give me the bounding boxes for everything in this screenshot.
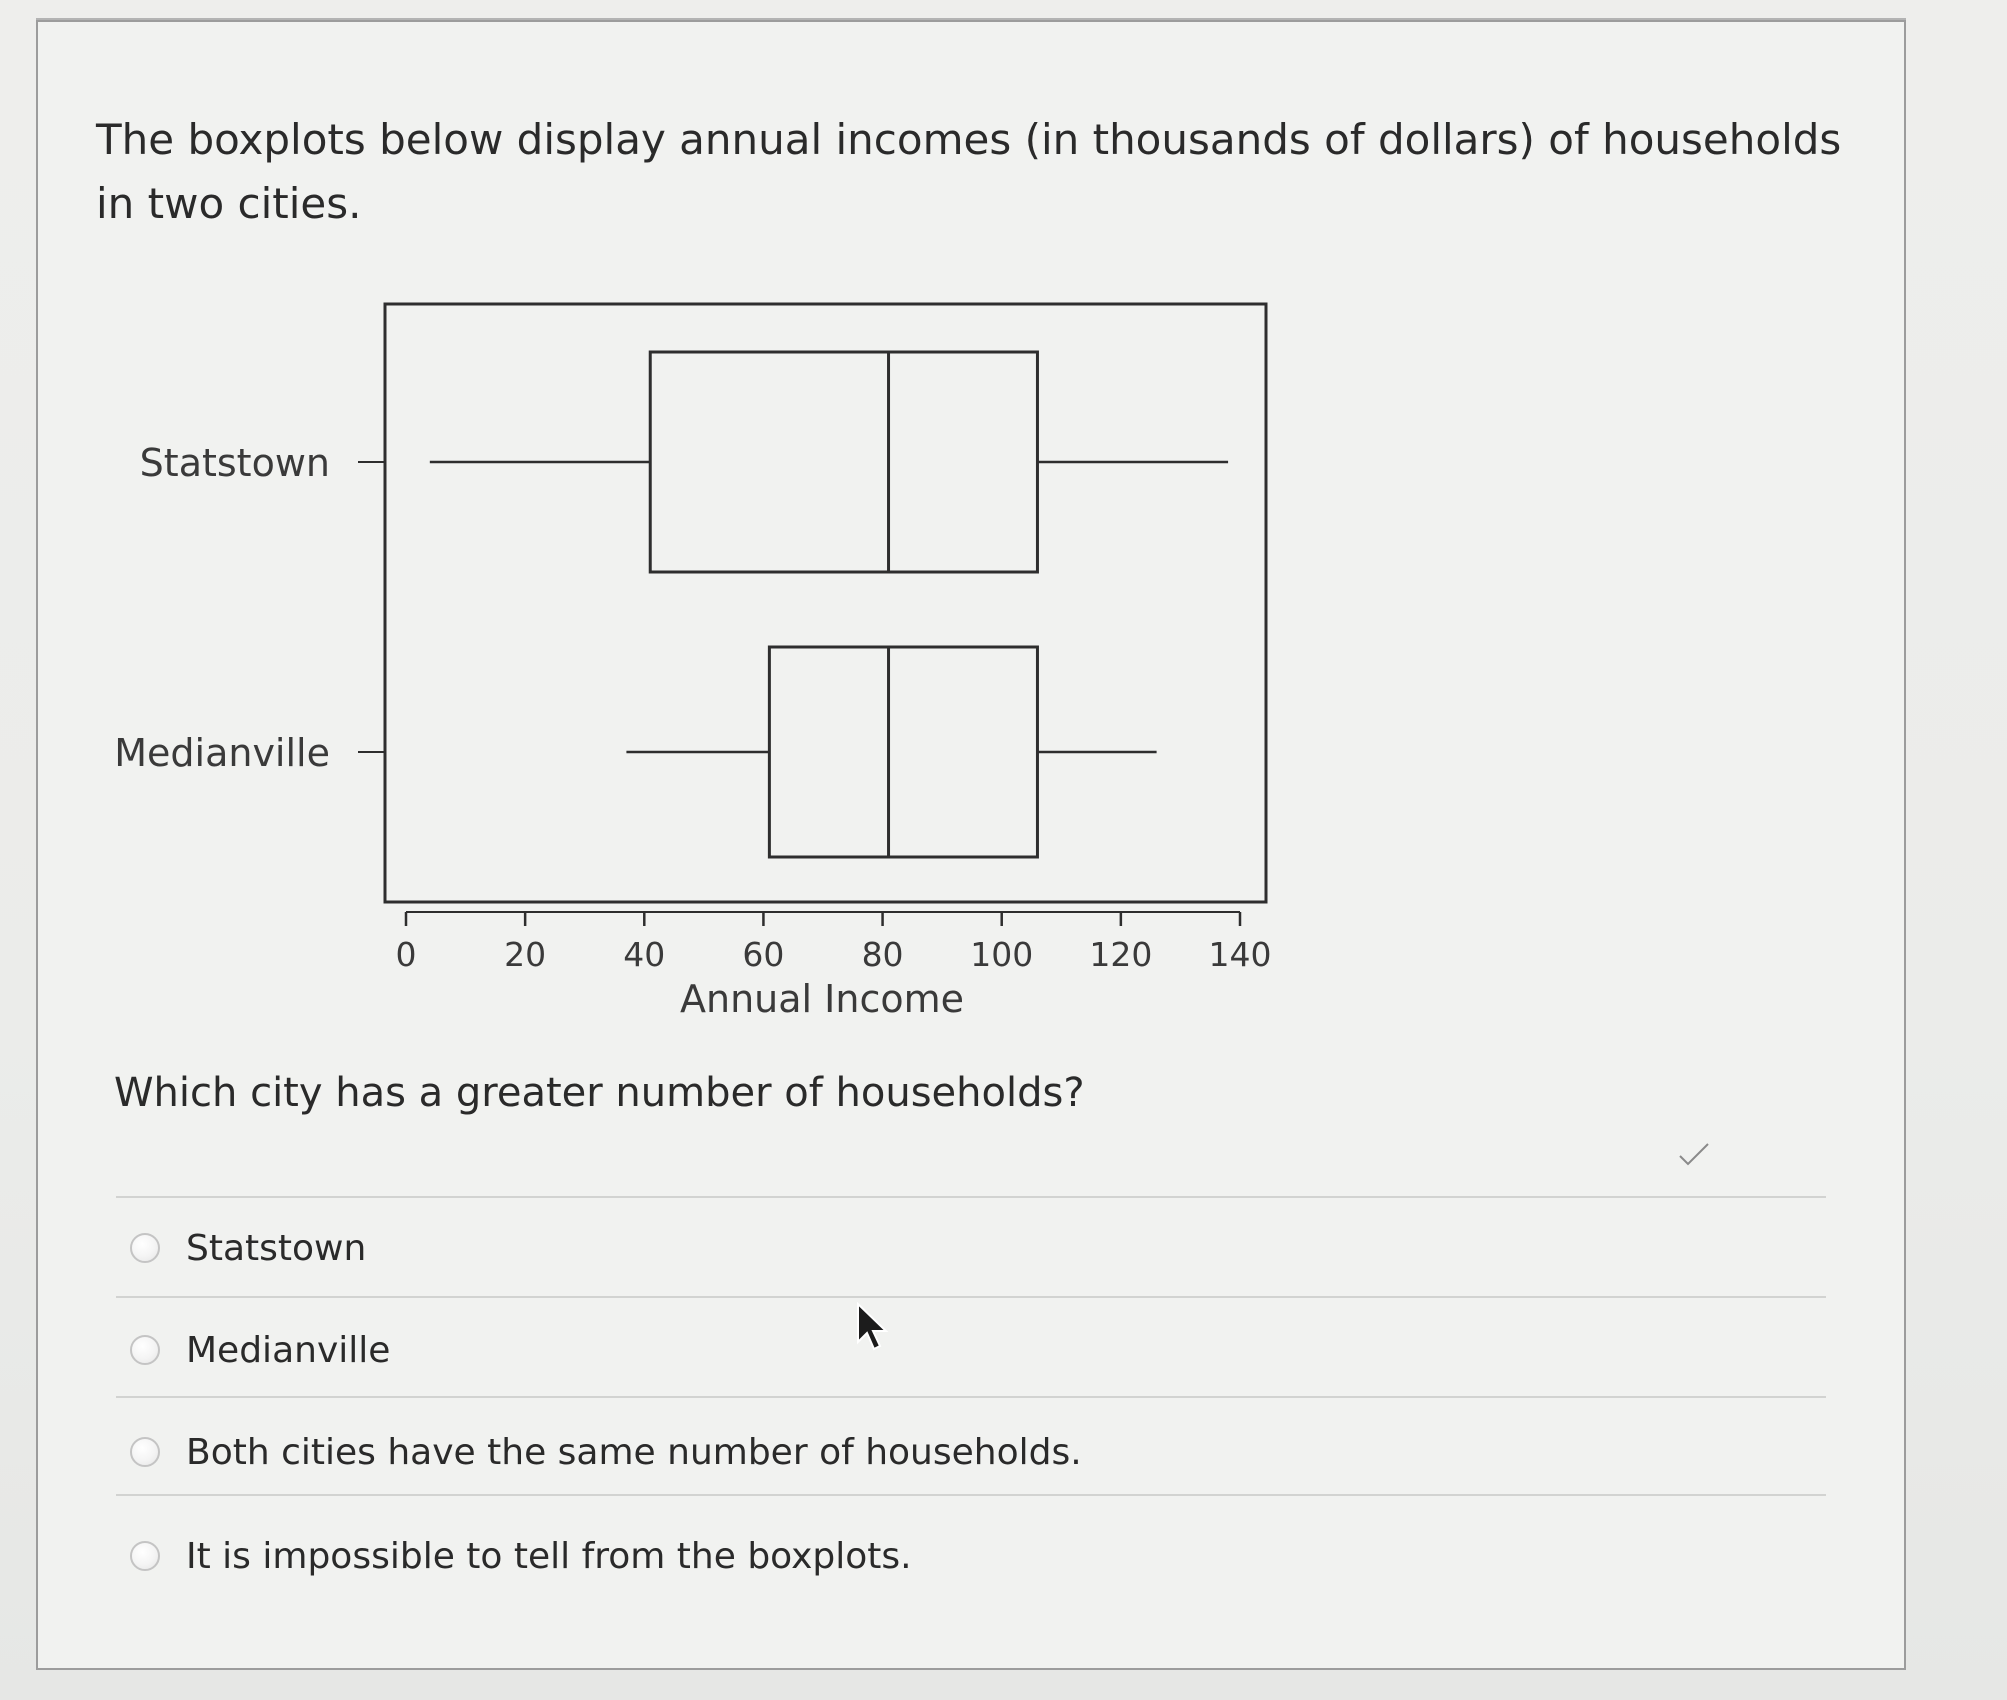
option-statstown[interactable] <box>130 1218 366 1278</box>
box-medianville <box>769 647 1037 857</box>
x-tick-label-100: 100 <box>970 935 1034 974</box>
category-label-medianville: Medianville <box>114 731 330 775</box>
radio-statstown[interactable] <box>130 1233 160 1263</box>
option-same-number[interactable] <box>130 1422 1082 1482</box>
option-label: It is impossible to tell from the boxplots. <box>186 1535 912 1577</box>
x-tick-label-140: 140 <box>1208 935 1272 974</box>
radio-same-number[interactable] <box>130 1437 160 1467</box>
x-tick-label-0: 0 <box>395 935 417 974</box>
option-medianville[interactable] <box>130 1320 390 1380</box>
x-tick-label-20: 20 <box>504 935 547 974</box>
x-tick-label-80: 80 <box>861 935 904 974</box>
option-divider <box>116 1396 1826 1398</box>
question-intro-text: The boxplots below display annual incomes (in thousands of dollars) of households in two cities. <box>96 115 1842 228</box>
mouse-pointer-icon <box>856 1302 892 1352</box>
option-label: Statstown <box>186 1227 367 1269</box>
option-divider <box>116 1196 1826 1198</box>
option-divider <box>116 1494 1826 1496</box>
box-statstown <box>650 352 1037 572</box>
option-label: Both cities have the same number of households. <box>186 1431 1082 1473</box>
radio-medianville[interactable] <box>130 1335 160 1365</box>
x-axis-title: Annual Income <box>680 977 964 1021</box>
option-divider <box>116 1296 1826 1298</box>
option-impossible-to-tell[interactable] <box>130 1526 912 1586</box>
option-label: Medianville <box>186 1329 391 1371</box>
question-prompt-text: Which city has a greater number of households? <box>114 1070 1085 1116</box>
x-tick-label-60: 60 <box>742 935 785 974</box>
x-tick-label-120: 120 <box>1089 935 1153 974</box>
category-label-statstown: Statstown <box>139 441 330 485</box>
plot-frame <box>385 304 1266 902</box>
check-mark-icon <box>1676 1140 1712 1168</box>
radio-impossible-to-tell[interactable] <box>130 1541 160 1571</box>
x-tick-label-40: 40 <box>623 935 666 974</box>
